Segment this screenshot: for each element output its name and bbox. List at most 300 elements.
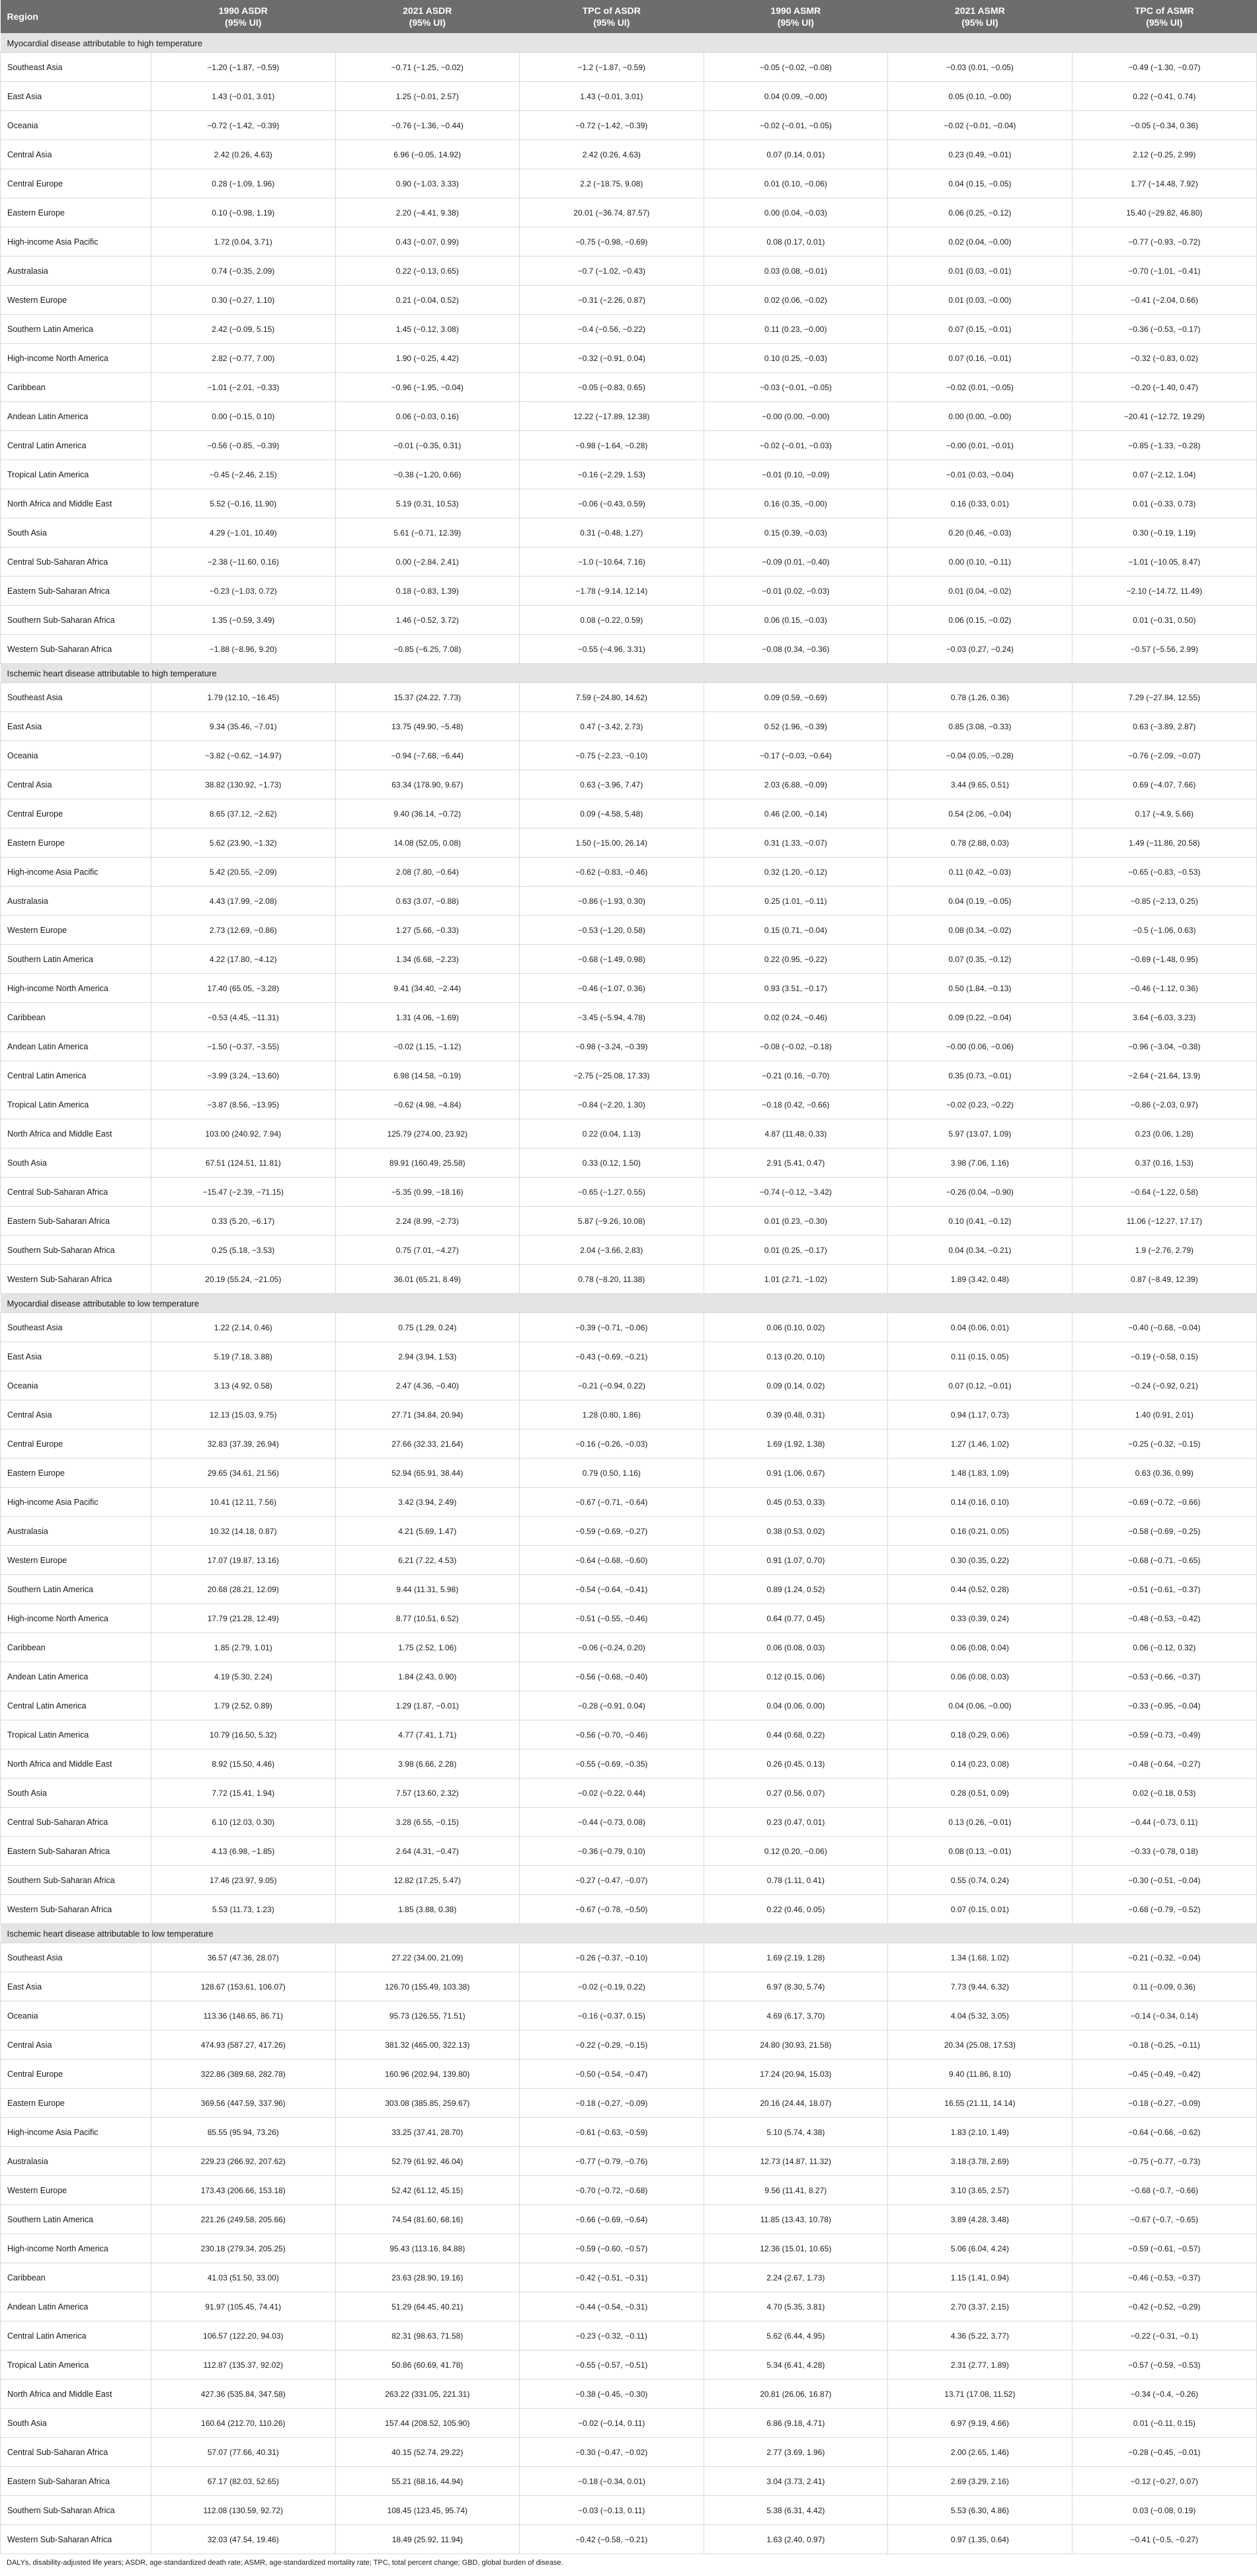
- value-cell: −0.70 (−0.72, −0.68): [520, 2176, 704, 2205]
- value-cell: 4.70 (5.35, 3.81): [704, 2292, 888, 2321]
- value-cell: 91.97 (105.45, 74.41): [151, 2292, 336, 2321]
- table-row: [1, 286, 1257, 315]
- value-cell: −0.06 (−0.24, 0.20): [520, 1633, 704, 1662]
- value-cell: 3.28 (6.55, −0.15): [335, 1808, 520, 1837]
- value-cell: 2.00 (2.65, 1.46): [888, 2438, 1073, 2467]
- table-row: [1, 1604, 1257, 1633]
- section-title: Myocardial disease attributable to low temperature: [1, 1294, 1257, 1313]
- value-cell: 5.87 (−9.26, 10.08): [520, 1207, 704, 1236]
- value-cell: 1.01 (2.71, −1.02): [704, 1265, 888, 1294]
- region-name: Central Sub-Saharan Africa: [1, 1178, 151, 1207]
- value-cell: 0.46 (2.00, −0.14): [704, 799, 888, 828]
- value-cell: 1.83 (2.10, 1.49): [888, 2118, 1073, 2147]
- value-cell: 381.32 (465.00, 322.13): [335, 2031, 520, 2060]
- value-cell: 20.68 (28.21, 12.09): [151, 1575, 336, 1604]
- value-cell: −0.04 (0.05, −0.28): [888, 741, 1073, 770]
- value-cell: 0.47 (−3.42, 2.73): [520, 712, 704, 741]
- value-cell: −0.4 (−0.56, −0.22): [520, 315, 704, 344]
- value-cell: −0.85 (−1.33, −0.28): [1072, 431, 1256, 460]
- value-cell: 0.55 (0.74, 0.24): [888, 1866, 1073, 1895]
- value-cell: 221.26 (249.58, 205.66): [151, 2205, 336, 2234]
- value-cell: 1.31 (4.06, −1.69): [335, 1003, 520, 1032]
- value-cell: 1.43 (−0.01, 3.01): [520, 82, 704, 111]
- value-cell: 11.85 (13.43, 10.78): [704, 2205, 888, 2234]
- value-cell: 4.29 (−1.01, 10.49): [151, 518, 336, 547]
- value-cell: 0.02 (0.24, −0.46): [704, 1003, 888, 1032]
- value-cell: 0.04 (0.19, −0.05): [888, 887, 1073, 916]
- value-cell: −0.98 (−3.24, −0.39): [520, 1032, 704, 1061]
- value-cell: 1.69 (1.92, 1.38): [704, 1429, 888, 1459]
- value-cell: 4.13 (6.98, −1.85): [151, 1837, 336, 1866]
- value-cell: −0.61 (−0.63, −0.59): [520, 2118, 704, 2147]
- table-row: [1, 1575, 1257, 1604]
- region-name: Southeast Asia: [1, 683, 151, 712]
- table-row: [1, 2089, 1257, 2118]
- region-name: South Asia: [1, 518, 151, 547]
- value-cell: 2.70 (3.37, 2.15): [888, 2292, 1073, 2321]
- table-row: [1, 460, 1257, 489]
- value-cell: 0.07 (0.16, −0.01): [888, 344, 1073, 373]
- value-cell: 0.07 (−2.12, 1.04): [1072, 460, 1256, 489]
- value-cell: 0.06 (0.08, 0.03): [888, 1662, 1073, 1691]
- value-cell: 2.2 (−18.75, 9.08): [520, 169, 704, 198]
- value-cell: −2.64 (−21.64, 13.9): [1072, 1061, 1256, 1090]
- value-cell: 5.53 (11.73, 1.23): [151, 1895, 336, 1924]
- value-cell: 0.10 (−0.98, 1.19): [151, 198, 336, 227]
- value-cell: 50.86 (60.69, 41.78): [335, 2351, 520, 2380]
- value-cell: 20.01 (−36.74, 87.57): [520, 198, 704, 227]
- region-name: Andean Latin America: [1, 1032, 151, 1061]
- value-cell: 11.06 (−12.27, 17.17): [1072, 1207, 1256, 1236]
- value-cell: −2.10 (−14.72, 11.49): [1072, 577, 1256, 606]
- value-cell: 2.04 (−3.66, 2.83): [520, 1236, 704, 1265]
- table-row: [1, 887, 1257, 916]
- value-cell: 3.04 (3.73, 2.41): [704, 2467, 888, 2496]
- value-cell: 0.89 (1.24, 0.52): [704, 1575, 888, 1604]
- value-cell: −1.20 (−1.87, −0.59): [151, 53, 336, 82]
- value-cell: 0.14 (0.23, 0.08): [888, 1750, 1073, 1779]
- value-cell: −0.18 (−0.25, −0.11): [1072, 2031, 1256, 2060]
- value-cell: 0.21 (−0.04, 0.52): [335, 286, 520, 315]
- value-cell: 16.55 (21.11, 14.14): [888, 2089, 1073, 2118]
- section-title: Myocardial disease attributable to high temperature: [1, 34, 1257, 53]
- value-cell: 112.08 (130.59, 92.72): [151, 2496, 336, 2525]
- value-cell: 125.79 (274.00, 23.92): [335, 1119, 520, 1148]
- value-cell: 0.08 (0.13, −0.01): [888, 1837, 1073, 1866]
- value-cell: −0.42 (−0.52, −0.29): [1072, 2292, 1256, 2321]
- value-cell: 5.42 (20.55, −2.09): [151, 858, 336, 887]
- value-cell: −0.77 (−0.79, −0.76): [520, 2147, 704, 2176]
- value-cell: 303.08 (385.85, 259.67): [335, 2089, 520, 2118]
- value-cell: 57.07 (77.66, 40.31): [151, 2438, 336, 2467]
- table-row: [1, 402, 1257, 431]
- value-cell: −0.00 (0.06, −0.06): [888, 1032, 1073, 1061]
- value-cell: 4.19 (5.30, 2.24): [151, 1662, 336, 1691]
- value-cell: −3.99 (3.24, −13.60): [151, 1061, 336, 1090]
- value-cell: −0.58 (−0.69, −0.25): [1072, 1517, 1256, 1546]
- region-name: Central Europe: [1, 1429, 151, 1459]
- table-header: [1, 0, 1257, 34]
- value-cell: 67.17 (82.03, 52.65): [151, 2467, 336, 2496]
- region-name: Australasia: [1, 1517, 151, 1546]
- value-cell: 20.81 (26.06, 16.87): [704, 2380, 888, 2409]
- value-cell: 0.02 (−0.18, 0.53): [1072, 1779, 1256, 1808]
- region-name: Western Europe: [1, 916, 151, 945]
- value-cell: 0.00 (−0.15, 0.10): [151, 402, 336, 431]
- value-cell: 7.72 (15.41, 1.94): [151, 1779, 336, 1808]
- value-cell: 2.42 (−0.09, 5.15): [151, 315, 336, 344]
- value-cell: −0.02 (−0.19, 0.22): [520, 1972, 704, 2001]
- value-cell: 1.15 (1.41, 0.94): [888, 2263, 1073, 2292]
- value-cell: −0.14 (−0.34, 0.14): [1072, 2001, 1256, 2031]
- table-row: [1, 828, 1257, 858]
- value-cell: 230.18 (279.34, 205.25): [151, 2234, 336, 2263]
- table-row: [1, 169, 1257, 198]
- value-cell: −0.02 (−0.22, 0.44): [520, 1779, 704, 1808]
- value-cell: 23.63 (28.90, 19.16): [335, 2263, 520, 2292]
- value-cell: −0.68 (−0.79, −0.52): [1072, 1895, 1256, 1924]
- value-cell: 2.08 (7.80, −0.64): [335, 858, 520, 887]
- value-cell: 0.30 (0.35, 0.22): [888, 1546, 1073, 1575]
- table-row: [1, 53, 1257, 82]
- region-name: East Asia: [1, 1342, 151, 1371]
- value-cell: 1.28 (0.80, 1.86): [520, 1400, 704, 1429]
- region-name: Western Europe: [1, 1546, 151, 1575]
- value-cell: 173.43 (206.66, 153.18): [151, 2176, 336, 2205]
- value-cell: 0.33 (0.12, 1.50): [520, 1148, 704, 1178]
- value-cell: −0.02 (−0.14, 0.11): [520, 2409, 704, 2438]
- region-name: Andean Latin America: [1, 2292, 151, 2321]
- value-cell: 0.09 (0.22, −0.04): [888, 1003, 1073, 1032]
- value-cell: 0.13 (0.20, 0.10): [704, 1342, 888, 1371]
- value-cell: −0.08 (0.34, −0.36): [704, 635, 888, 664]
- value-cell: 160.64 (212.70, 110.26): [151, 2409, 336, 2438]
- region-name: Western Sub-Saharan Africa: [1, 1265, 151, 1294]
- value-cell: 7.73 (9.44, 6.32): [888, 1972, 1073, 2001]
- value-cell: −0.74 (−0.12, −3.42): [704, 1178, 888, 1207]
- value-cell: −0.05 (−0.34, 0.36): [1072, 111, 1256, 140]
- table-row: [1, 770, 1257, 799]
- value-cell: −0.16 (−2.29, 1.53): [520, 460, 704, 489]
- value-cell: 0.12 (0.20, −0.06): [704, 1837, 888, 1866]
- table-row: [1, 1691, 1257, 1720]
- value-cell: −0.67 (−0.78, −0.50): [520, 1895, 704, 1924]
- value-cell: 0.44 (0.68, 0.22): [704, 1720, 888, 1750]
- value-cell: 2.82 (−0.77, 7.00): [151, 344, 336, 373]
- value-cell: 126.70 (155.49, 103.38): [335, 1972, 520, 2001]
- table-row: [1, 2031, 1257, 2060]
- value-cell: 2.20 (−4.41, 9.38): [335, 198, 520, 227]
- value-cell: 4.87 (11.48, 0.33): [704, 1119, 888, 1148]
- value-cell: −0.75 (−0.77, −0.73): [1072, 2147, 1256, 2176]
- value-cell: 0.05 (0.10, −0.00): [888, 82, 1073, 111]
- value-cell: −0.39 (−0.71, −0.06): [520, 1313, 704, 1342]
- value-cell: −0.01 (−0.35, 0.31): [335, 431, 520, 460]
- value-cell: 0.16 (0.21, 0.05): [888, 1517, 1073, 1546]
- region-name: Eastern Europe: [1, 198, 151, 227]
- table-row: [1, 2496, 1257, 2525]
- table-row: [1, 1003, 1257, 1032]
- table-row: [1, 489, 1257, 518]
- value-cell: 0.25 (1.01, −0.11): [704, 887, 888, 916]
- value-cell: 0.07 (0.15, 0.01): [888, 1895, 1073, 1924]
- region-name: Southern Sub-Saharan Africa: [1, 2496, 151, 2525]
- value-cell: 0.10 (0.41, −0.12): [888, 1207, 1073, 1236]
- value-cell: 3.89 (4.28, 3.48): [888, 2205, 1073, 2234]
- table-row: [1, 1313, 1257, 1342]
- column-header-region: Region: [1, 0, 151, 34]
- value-cell: 1.35 (−0.59, 3.49): [151, 606, 336, 635]
- value-cell: −0.59 (−0.69, −0.27): [520, 1517, 704, 1546]
- region-name: High-income Asia Pacific: [1, 2118, 151, 2147]
- value-cell: 0.17 (−4.9, 5.66): [1072, 799, 1256, 828]
- value-cell: 0.06 (−0.03, 0.16): [335, 402, 520, 431]
- value-cell: −0.96 (−1.95, −0.04): [335, 373, 520, 402]
- value-cell: 0.08 (−0.22, 0.59): [520, 606, 704, 635]
- value-cell: 0.07 (0.14, 0.01): [704, 140, 888, 169]
- value-cell: 0.01 (0.23, −0.30): [704, 1207, 888, 1236]
- region-name: Caribbean: [1, 373, 151, 402]
- value-cell: 32.83 (37.39, 26.94): [151, 1429, 336, 1459]
- value-cell: −0.28 (−0.91, 0.04): [520, 1691, 704, 1720]
- value-cell: −0.01 (0.03, −0.04): [888, 460, 1073, 489]
- value-cell: 229.23 (266.92, 207.62): [151, 2147, 336, 2176]
- value-cell: 4.22 (17.80, −4.12): [151, 945, 336, 974]
- value-cell: 1.25 (−0.01, 2.57): [335, 82, 520, 111]
- value-cell: 1.85 (2.79, 1.01): [151, 1633, 336, 1662]
- value-cell: −0.53 (4.45, −11.31): [151, 1003, 336, 1032]
- value-cell: 4.43 (17.99, −2.08): [151, 887, 336, 916]
- value-cell: 0.30 (−0.27, 1.10): [151, 286, 336, 315]
- value-cell: 0.87 (−8.49, 12.39): [1072, 1265, 1256, 1294]
- value-cell: 1.49 (−11.86, 20.58): [1072, 828, 1256, 858]
- value-cell: −0.70 (−1.01, −0.41): [1072, 257, 1256, 286]
- region-name: East Asia: [1, 82, 151, 111]
- value-cell: 2.24 (2.67, 1.73): [704, 2263, 888, 2292]
- column-header-tpc-asdr: TPC of ASDR (95% UI): [520, 0, 704, 34]
- value-cell: 0.52 (1.96, −0.39): [704, 712, 888, 741]
- region-name: Southern Sub-Saharan Africa: [1, 1866, 151, 1895]
- value-cell: 0.20 (0.46, −0.03): [888, 518, 1073, 547]
- value-cell: 0.04 (0.06, 0.00): [704, 1691, 888, 1720]
- value-cell: 3.44 (9.65, 0.51): [888, 770, 1073, 799]
- region-name: Central Asia: [1, 140, 151, 169]
- value-cell: 0.91 (1.06, 0.67): [704, 1459, 888, 1488]
- value-cell: −0.56 (−0.70, −0.46): [520, 1720, 704, 1750]
- value-cell: 52.94 (65.91, 38.44): [335, 1459, 520, 1488]
- table-row: [1, 2380, 1257, 2409]
- value-cell: 15.37 (24.22, 7.73): [335, 683, 520, 712]
- section-title: Ischemic heart disease attributable to high temperature: [1, 664, 1257, 683]
- table-row: [1, 1943, 1257, 1972]
- value-cell: 0.01 (0.25, −0.17): [704, 1236, 888, 1265]
- value-cell: 6.96 (−0.05, 14.92): [335, 140, 520, 169]
- value-cell: 17.07 (19.87, 13.16): [151, 1546, 336, 1575]
- value-cell: −0.08 (−0.02, −0.18): [704, 1032, 888, 1061]
- value-cell: 0.07 (0.12, −0.01): [888, 1371, 1073, 1400]
- table-row: [1, 344, 1257, 373]
- table-row: [1, 1178, 1257, 1207]
- value-cell: 1.69 (2.19, 1.28): [704, 1943, 888, 1972]
- table-row: [1, 2001, 1257, 2031]
- value-cell: 0.93 (3.51, −0.17): [704, 974, 888, 1003]
- region-name: Southern Latin America: [1, 1575, 151, 1604]
- value-cell: 0.32 (1.20, −0.12): [704, 858, 888, 887]
- value-cell: 3.42 (3.94, 2.49): [335, 1488, 520, 1517]
- value-cell: 9.56 (11.41, 8.27): [704, 2176, 888, 2205]
- value-cell: 8.77 (10.51, 6.52): [335, 1604, 520, 1633]
- value-cell: −0.42 (−0.58, −0.21): [520, 2525, 704, 2554]
- value-cell: 3.13 (4.92, 0.58): [151, 1371, 336, 1400]
- value-cell: 0.63 (0.36, 0.99): [1072, 1459, 1256, 1488]
- section-title: Ischemic heart disease attributable to low temperature: [1, 1924, 1257, 1943]
- table-row: [1, 1371, 1257, 1400]
- table-row: [1, 635, 1257, 664]
- value-cell: 0.43 (−0.07, 0.99): [335, 227, 520, 257]
- region-name: Western Sub-Saharan Africa: [1, 1895, 151, 1924]
- table-row: [1, 2234, 1257, 2263]
- table-row: [1, 1236, 1257, 1265]
- region-name: Western Europe: [1, 286, 151, 315]
- region-name: South Asia: [1, 1779, 151, 1808]
- value-cell: −0.96 (−3.04, −0.38): [1072, 1032, 1256, 1061]
- value-cell: 0.23 (0.06, 1.28): [1072, 1119, 1256, 1148]
- region-name: Australasia: [1, 2147, 151, 2176]
- value-cell: −1.50 (−0.37, −3.55): [151, 1032, 336, 1061]
- region-name: Caribbean: [1, 1003, 151, 1032]
- value-cell: 5.97 (13.07, 1.09): [888, 1119, 1073, 1148]
- value-cell: 0.00 (0.00, −0.00): [888, 402, 1073, 431]
- table-row: [1, 945, 1257, 974]
- value-cell: 20.19 (55.24, −21.05): [151, 1265, 336, 1294]
- value-cell: −0.71 (−1.25, −0.02): [335, 53, 520, 82]
- value-cell: −0.26 (0.04, −0.90): [888, 1178, 1073, 1207]
- value-cell: −0.27 (−0.47, −0.07): [520, 1866, 704, 1895]
- region-name: Western Sub-Saharan Africa: [1, 2525, 151, 2554]
- value-cell: −0.75 (−0.98, −0.69): [520, 227, 704, 257]
- value-cell: 1.27 (5.66, −0.33): [335, 916, 520, 945]
- region-name: North Africa and Middle East: [1, 489, 151, 518]
- value-cell: −0.22 (−0.31, −0.1): [1072, 2321, 1256, 2351]
- region-name: Western Europe: [1, 2176, 151, 2205]
- value-cell: 0.26 (0.45, 0.13): [704, 1750, 888, 1779]
- region-name: Central Sub-Saharan Africa: [1, 547, 151, 577]
- value-cell: 36.57 (47.36, 28.07): [151, 1943, 336, 1972]
- table-row: [1, 2292, 1257, 2321]
- value-cell: −0.31 (−2.26, 0.87): [520, 286, 704, 315]
- table-row: [1, 82, 1257, 111]
- value-cell: 0.28 (−1.09, 1.96): [151, 169, 336, 198]
- value-cell: −0.38 (−0.45, −0.30): [520, 2380, 704, 2409]
- value-cell: 1.79 (12.10, −16.45): [151, 683, 336, 712]
- value-cell: 27.71 (34.84, 20.94): [335, 1400, 520, 1429]
- value-cell: 0.01 (0.03, −0.01): [888, 257, 1073, 286]
- region-name: Central Asia: [1, 770, 151, 799]
- region-name: Tropical Latin America: [1, 1720, 151, 1750]
- value-cell: 0.15 (0.39, −0.03): [704, 518, 888, 547]
- value-cell: 2.03 (6.88, −0.09): [704, 770, 888, 799]
- value-cell: −0.7 (−1.02, −0.43): [520, 257, 704, 286]
- value-cell: −0.44 (−0.73, 0.08): [520, 1808, 704, 1837]
- value-cell: 55.21 (68.16, 44.94): [335, 2467, 520, 2496]
- value-cell: 369.56 (447.59, 337.96): [151, 2089, 336, 2118]
- value-cell: −0.51 (−0.55, −0.46): [520, 1604, 704, 1633]
- value-cell: 0.18 (0.29, 0.06): [888, 1720, 1073, 1750]
- value-cell: 4.69 (6.17, 3.70): [704, 2001, 888, 2031]
- region-name: Western Sub-Saharan Africa: [1, 635, 151, 664]
- value-cell: 0.11 (0.15, 0.05): [888, 1342, 1073, 1371]
- value-cell: 1.72 (0.04, 3.71): [151, 227, 336, 257]
- value-cell: 0.11 (0.42, −0.03): [888, 858, 1073, 887]
- value-cell: 0.18 (−0.83, 1.39): [335, 577, 520, 606]
- value-cell: 1.77 (−14.48, 7.92): [1072, 169, 1256, 198]
- table-row: [1, 140, 1257, 169]
- value-cell: 1.40 (0.91, 2.01): [1072, 1400, 1256, 1429]
- value-cell: −0.19 (−0.58, 0.15): [1072, 1342, 1256, 1371]
- value-cell: −0.68 (−0.71, −0.65): [1072, 1546, 1256, 1575]
- value-cell: −0.02 (−0.01, −0.05): [704, 111, 888, 140]
- value-cell: 0.75 (7.01, −4.27): [335, 1236, 520, 1265]
- value-cell: −20.41 (−12.72, 19.29): [1072, 402, 1256, 431]
- table-row: [1, 1546, 1257, 1575]
- value-cell: −0.01 (0.02, −0.03): [704, 577, 888, 606]
- table-body: [1, 34, 1257, 2554]
- value-cell: −0.5 (−1.06, 0.63): [1072, 916, 1256, 945]
- value-cell: 0.00 (0.04, −0.03): [704, 198, 888, 227]
- value-cell: 112.87 (135.37, 92.02): [151, 2351, 336, 2380]
- table-row: [1, 974, 1257, 1003]
- region-name: High-income North America: [1, 2234, 151, 2263]
- value-cell: 5.06 (6.04, 4.24): [888, 2234, 1073, 2263]
- value-cell: 0.03 (−0.08, 0.19): [1072, 2496, 1256, 2525]
- value-cell: −0.40 (−0.68, −0.04): [1072, 1313, 1256, 1342]
- value-cell: −0.06 (−0.43, 0.59): [520, 489, 704, 518]
- value-cell: −0.21 (−0.32, −0.04): [1072, 1943, 1256, 1972]
- value-cell: −0.62 (−0.83, −0.46): [520, 858, 704, 887]
- value-cell: −0.41 (−2.04, 0.66): [1072, 286, 1256, 315]
- value-cell: 1.43 (−0.01, 3.01): [151, 82, 336, 111]
- region-name: Southern Sub-Saharan Africa: [1, 606, 151, 635]
- value-cell: 6.97 (9.19, 4.66): [888, 2409, 1073, 2438]
- value-cell: 7.59 (−24.80, 14.62): [520, 683, 704, 712]
- value-cell: −0.49 (−1.30, −0.07): [1072, 53, 1256, 82]
- value-cell: −0.50 (−0.54, −0.47): [520, 2060, 704, 2089]
- value-cell: 0.63 (−3.96, 7.47): [520, 770, 704, 799]
- table-row: [1, 1459, 1257, 1488]
- value-cell: −0.72 (−1.42, −0.39): [520, 111, 704, 140]
- value-cell: −1.2 (−1.87, −0.59): [520, 53, 704, 82]
- value-cell: 427.36 (535.84, 347.58): [151, 2380, 336, 2409]
- value-cell: −0.44 (−0.73, 0.11): [1072, 1808, 1256, 1837]
- value-cell: 0.69 (−4.07, 7.66): [1072, 770, 1256, 799]
- value-cell: 0.15 (0.71, −0.04): [704, 916, 888, 945]
- region-name: Central Europe: [1, 2060, 151, 2089]
- value-cell: −0.45 (−0.49, −0.42): [1072, 2060, 1256, 2089]
- value-cell: 95.43 (113.16, 84.88): [335, 2234, 520, 2263]
- value-cell: 12.13 (15.03, 9.75): [151, 1400, 336, 1429]
- value-cell: 2.77 (3.69, 1.96): [704, 2438, 888, 2467]
- value-cell: 263.22 (331.05, 221.31): [335, 2380, 520, 2409]
- value-cell: −0.55 (−0.69, −0.35): [520, 1750, 704, 1779]
- value-cell: −0.17 (−0.03, −0.64): [704, 741, 888, 770]
- value-cell: −0.57 (−0.59, −0.53): [1072, 2351, 1256, 2380]
- value-cell: −0.65 (−1.27, 0.55): [520, 1178, 704, 1207]
- value-cell: 0.00 (−2.84, 2.41): [335, 547, 520, 577]
- region-name: East Asia: [1, 712, 151, 741]
- value-cell: 0.91 (1.07, 0.70): [704, 1546, 888, 1575]
- region-name: Eastern Sub-Saharan Africa: [1, 1207, 151, 1236]
- value-cell: 17.79 (21.28, 12.49): [151, 1604, 336, 1633]
